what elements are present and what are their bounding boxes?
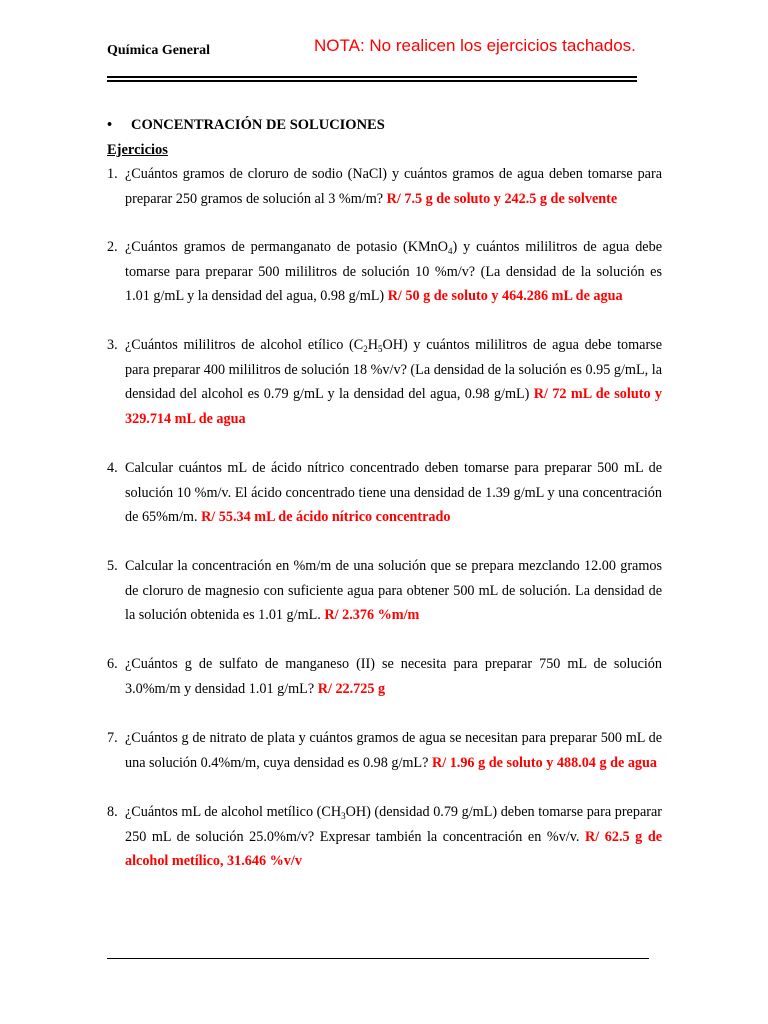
exercise-item-1 bbox=[107, 162, 662, 211]
exercise-number: 3. bbox=[107, 337, 118, 353]
note-text: NOTA: No realicen los ejercicios tachados. bbox=[314, 36, 636, 55]
exercise-number: 4. bbox=[107, 460, 118, 476]
exercise-item-3 bbox=[107, 333, 662, 431]
exercise-text-part: ¿Cuántos mL de alcohol metílico (CH bbox=[125, 804, 342, 820]
exercise-text-part: ) y cuántos mililitros de agua debe tomarse para preparar 500 mililitros de solución 10 %m/v? (La densidad de la solución es 1.01 g/mL y la densidad del agua, 0.98 g/mL) bbox=[125, 239, 662, 305]
exercise-item-4 bbox=[107, 456, 662, 530]
exercise-item-2 bbox=[107, 235, 662, 309]
exercise-body bbox=[125, 235, 662, 309]
exercise-text-part: H bbox=[367, 337, 378, 353]
exercise-text: ¿Cuántos g de nitrato de plata y cuántos gramos de agua se necesitan para preparar 500 mL de una solución 0.4%m/m, cuya densidad es 0.98 g/mL? bbox=[125, 730, 662, 771]
exercise-body bbox=[125, 800, 662, 874]
exercise-number: 1. bbox=[107, 166, 118, 182]
header-divider bbox=[107, 76, 637, 82]
exercise-item-5 bbox=[107, 554, 662, 628]
exercise-body bbox=[125, 333, 662, 431]
exercise-number: 2. bbox=[107, 239, 118, 255]
exercise-answer: R/ 55.34 mL de ácido nítrico concentrado bbox=[201, 509, 451, 526]
section-title: CONCENTRACIÓN DE SOLUCIONES bbox=[131, 117, 385, 133]
exercise-answer: R/ 72 mL de soluto y 329.714 mL de agua bbox=[125, 386, 662, 427]
exercises-heading: Ejercicios bbox=[107, 142, 168, 158]
exercise-number: 6. bbox=[107, 656, 118, 672]
exercise-number: 7. bbox=[107, 730, 118, 746]
exercise-answer: R/ 62.5 g de alcohol metílico, 31.646 %v/v bbox=[125, 828, 662, 870]
exercise-body bbox=[125, 456, 662, 530]
exercise-body bbox=[125, 162, 662, 211]
footer-divider bbox=[107, 958, 649, 959]
exercise-answer: R/ 50 g de soluto y 464.286 mL de agua bbox=[387, 288, 623, 305]
exercise-answer: R/ 7.5 g de soluto y 242.5 g de solvente bbox=[386, 190, 618, 207]
exercise-text: ¿Cuántos gramos de cloruro de sodio (NaCl) y cuántos gramos de agua deben tomarse para preparar 250 gramos de solución al 3 %m/m? bbox=[125, 166, 662, 207]
exercise-answer: R/ 1.96 g de soluto y 488.04 g de agua bbox=[431, 754, 657, 771]
exercise-answer: R/ 22.725 g bbox=[317, 680, 386, 697]
formula-subscript: 5 bbox=[377, 344, 383, 354]
exercise-item-8 bbox=[107, 800, 662, 874]
formula-subscript: 4 bbox=[447, 246, 453, 256]
bullet-icon: • bbox=[107, 117, 113, 133]
exercise-text: Calcular la concentración en %m/m de una solución que se prepara mezclando 12.00 gramos de cloruro de magnesio con suficiente agua para obtener 500 mL de solución. La densidad de la solución obtenida es 1.01 g/mL. bbox=[125, 558, 662, 624]
section-heading bbox=[107, 117, 385, 134]
exercise-item-6 bbox=[107, 652, 662, 701]
exercise-text: ¿Cuántos g de sulfato de manganeso (II) se necesita para preparar 750 mL de solución 3.0%m/m y densidad 1.01 g/mL? bbox=[125, 656, 662, 697]
exercise-body bbox=[125, 554, 662, 628]
exercise-item-7 bbox=[107, 726, 662, 775]
exercise-text-part: ¿Cuántos gramos de permanganato de potasio (KMnO bbox=[125, 239, 448, 255]
formula-subscript: 2 bbox=[363, 344, 368, 354]
exercise-text-part: OH) (densidad 0.79 g/mL) deben tomarse para preparar 250 mL de solución 25.0%m/v? Expresar también la concentración en %v/v. bbox=[125, 804, 662, 845]
exercise-body bbox=[125, 652, 662, 701]
exercise-text: Calcular cuántos mL de ácido nítrico concentrado deben tomarse para preparar 500 mL de solución 10 %m/v. El ácido concentrado tiene una densidad de 1.39 g/mL y una concentración de 65%m/m. bbox=[125, 460, 662, 526]
exercise-number: 8. bbox=[107, 804, 118, 820]
exercise-number: 5. bbox=[107, 558, 118, 574]
exercise-text-part: OH) y cuántos mililitros de agua debe tomarse para preparar 400 mililitros de solución 18 %v/v? (La densidad de la solución es 0.95 g/mL, la densidad del alcohol es 0.79 g/mL y la densidad del agua, 0.98 g/mL) bbox=[125, 337, 662, 403]
course-title: Química General bbox=[107, 43, 211, 58]
exercise-body bbox=[125, 726, 662, 775]
formula-subscript: 3 bbox=[341, 811, 346, 821]
exercise-answer: R/ 2.376 %m/m bbox=[324, 607, 420, 624]
exercise-text-part: ¿Cuántos mililitros de alcohol etílico (C bbox=[125, 337, 364, 353]
